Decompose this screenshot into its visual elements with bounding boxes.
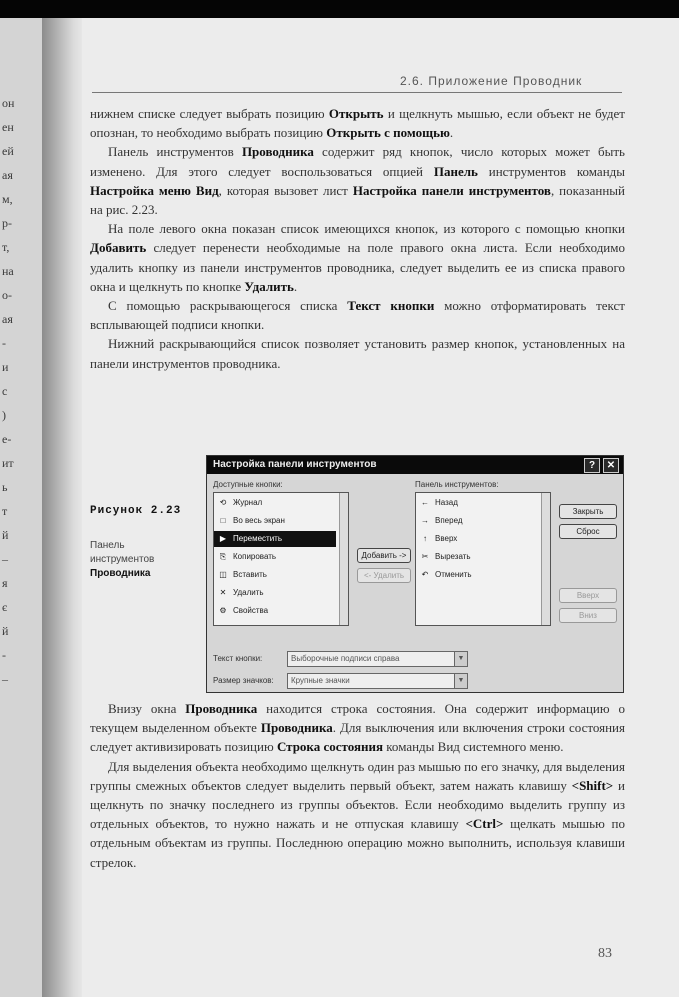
paragraph: Для выделения объекта необходимо щелкнуть один раз мышью по его значку, для выделения группы смежных объектов следует выделить первый объект, затем нажать клавишу <Shift> и щелкнуть по значку последнего из группы объектов. Если необходимо выделить группу из отдельных объектов, то нужно нажать и не отпуская клавишу <Ctrl> щелкать мышью по отдельным объектам из группы. Последнюю операцию можно выполнить, используя клавиши стрелок. bbox=[90, 758, 625, 870]
move-down-button[interactable]: Вниз bbox=[559, 608, 617, 623]
list-item[interactable] bbox=[216, 549, 276, 565]
toolbar-button-icon: → bbox=[421, 516, 429, 525]
facing-page-fragment: й bbox=[2, 624, 9, 638]
chevron-down-icon[interactable]: ▼ bbox=[454, 652, 467, 666]
list-item-label: Переместить bbox=[233, 534, 283, 543]
list-item-label: Во весь экран bbox=[233, 516, 285, 525]
close-dialog-button[interactable]: Закрыть bbox=[559, 504, 617, 519]
book-page bbox=[82, 18, 679, 997]
book-gutter bbox=[42, 18, 82, 997]
toolbar-button-icon: ← bbox=[421, 498, 429, 507]
text-options-select[interactable] bbox=[287, 651, 468, 667]
list-item-label: Удалить bbox=[233, 588, 264, 597]
list-item[interactable] bbox=[418, 567, 472, 583]
text-options-label: Текст кнопки: bbox=[213, 654, 263, 663]
facing-page-fragment: ен bbox=[2, 120, 14, 134]
toolbar-button-icon: ✂ bbox=[421, 552, 429, 561]
scrollbar[interactable] bbox=[541, 493, 550, 625]
scan-top-border bbox=[0, 0, 679, 18]
figure-caption-bold: Проводника bbox=[90, 568, 151, 579]
toolbar-button-icon: ↑ bbox=[423, 534, 427, 543]
facing-page-fragment: - bbox=[2, 336, 6, 350]
facing-page-fragment: он bbox=[2, 96, 15, 110]
header-rule bbox=[92, 92, 622, 93]
move-up-button[interactable]: Вверх bbox=[559, 588, 617, 603]
paragraph: Внизу окна Проводника находится строка состояния. Она содержит информацию о текущем выделенном объекте Проводника. Для выключения или включения строки состояния следует активизировать позицию Строка состояния команды Вид системного меню. bbox=[90, 701, 625, 755]
facing-page-fragment: и bbox=[2, 360, 9, 374]
list-item-label: Вверх bbox=[435, 534, 458, 543]
list-item[interactable] bbox=[418, 549, 471, 565]
facing-page-fragment: т, bbox=[2, 240, 10, 254]
list-item[interactable] bbox=[418, 513, 463, 529]
facing-page-fragment: я bbox=[2, 576, 8, 590]
facing-page-fragment: ь bbox=[2, 480, 8, 494]
list-item-label: Свойства bbox=[233, 606, 269, 615]
available-buttons-label: Доступные кнопки: bbox=[213, 480, 283, 489]
facing-page-fragment: с bbox=[2, 384, 8, 398]
list-item-label: Вперед bbox=[435, 516, 463, 525]
facing-page-fragment: т bbox=[2, 504, 8, 518]
paragraph: Панель инструментов Проводника содержит ряд кнопок, число которых может быть изменено. Для этого следует воспользоваться опцией Панель инструментов команды Настройка меню Вид, которая вызовет лист Настройка панели инструментов, показанный на рис. 2.23. bbox=[90, 144, 626, 218]
facing-page-fragment: – bbox=[2, 672, 8, 686]
facing-page-fragment: на bbox=[2, 264, 14, 278]
facing-page-fragment: е- bbox=[2, 432, 12, 446]
facing-page-fragment: є bbox=[2, 600, 8, 614]
facing-page-fragment: о- bbox=[2, 288, 12, 302]
list-item-label: Вставить bbox=[233, 570, 267, 579]
list-item-label: Копировать bbox=[233, 552, 277, 561]
close-icon[interactable]: ✕ bbox=[603, 458, 619, 473]
toolbar-button-icon: ⟲ bbox=[219, 498, 227, 507]
facing-page-fragment: - bbox=[2, 648, 6, 662]
facing-page-fragment: м, bbox=[2, 192, 13, 206]
facing-page-fragment: – bbox=[2, 552, 8, 566]
text-options-value: Выборочные подписи справа bbox=[291, 654, 400, 663]
list-item[interactable] bbox=[214, 531, 336, 547]
toolbar-buttons-list[interactable] bbox=[415, 492, 551, 626]
list-item[interactable] bbox=[216, 495, 262, 511]
paragraph: Нижний раскрывающийся список позволяет установить размер кнопок, установленных на панели инструментов проводника. bbox=[90, 336, 625, 371]
remove-button[interactable]: <- Удалить bbox=[357, 568, 411, 583]
list-item[interactable] bbox=[216, 603, 268, 619]
dialog-title: Настройка панели инструментов bbox=[213, 459, 377, 470]
body-text-bottom bbox=[90, 699, 625, 872]
toolbar-buttons-label: Панель инструментов: bbox=[415, 480, 499, 489]
list-item-label: Вырезать bbox=[435, 552, 471, 561]
list-item[interactable] bbox=[216, 567, 267, 583]
figure-label: Рисунок 2.23 bbox=[90, 505, 182, 517]
list-item-label: Отменить bbox=[435, 570, 472, 579]
icon-options-label: Размер значков: bbox=[213, 676, 274, 685]
scrollbar[interactable] bbox=[339, 493, 348, 625]
toolbar-button-icon: ▶ bbox=[219, 534, 227, 543]
dialog-titlebar bbox=[207, 456, 623, 474]
icon-options-value: Крупные значки bbox=[291, 676, 350, 685]
figure-caption-text: Панель инструментов bbox=[90, 540, 155, 565]
chevron-down-icon[interactable]: ▼ bbox=[454, 674, 467, 688]
customize-toolbar-dialog bbox=[206, 455, 624, 693]
available-buttons-list[interactable] bbox=[213, 492, 349, 626]
list-item-label: Журнал bbox=[233, 498, 263, 507]
reset-button[interactable]: Сброс bbox=[559, 524, 617, 539]
list-item[interactable] bbox=[216, 513, 285, 529]
help-button[interactable]: ? bbox=[584, 458, 600, 473]
add-button[interactable]: Добавить -> bbox=[357, 548, 411, 563]
list-item[interactable] bbox=[418, 531, 457, 547]
list-item[interactable] bbox=[418, 495, 458, 511]
facing-page-fragment: ) bbox=[2, 408, 6, 422]
body-text-top bbox=[90, 104, 625, 373]
paragraph: нижнем списке следует выбрать позицию Открыть и щелкнуть мышью, если объект не будет опознан, то необходимо выбрать позицию Открыть с помощью. bbox=[90, 106, 625, 141]
running-head: 2.6. Приложение Проводник bbox=[400, 74, 583, 88]
page-number: 83 bbox=[598, 946, 612, 961]
facing-page-fragment: р- bbox=[2, 216, 12, 230]
toolbar-button-icon: □ bbox=[220, 516, 226, 525]
toolbar-button-icon: ↶ bbox=[421, 570, 429, 579]
toolbar-button-icon: ◫ bbox=[219, 570, 227, 579]
facing-page-fragment: ит bbox=[2, 456, 14, 470]
toolbar-button-icon: ⎘ bbox=[219, 552, 227, 561]
facing-page-edge bbox=[0, 18, 42, 997]
list-item-label: Назад bbox=[435, 498, 458, 507]
toolbar-button-icon: ⚙ bbox=[219, 606, 227, 615]
facing-page-fragment: ая bbox=[2, 168, 13, 182]
facing-page-fragment: ая bbox=[2, 312, 13, 326]
figure-caption bbox=[90, 539, 190, 581]
list-item[interactable] bbox=[216, 585, 264, 601]
toolbar-button-icon: ✕ bbox=[219, 588, 227, 597]
facing-page-fragment: й bbox=[2, 528, 9, 542]
icon-options-select[interactable] bbox=[287, 673, 468, 689]
paragraph: С помощью раскрывающегося списка Текст кнопки можно отформатировать текст всплывающей подписи кнопки. bbox=[90, 298, 625, 333]
facing-page-fragment: ей bbox=[2, 144, 14, 158]
paragraph: На поле левого окна показан список имеющихся кнопок, из которого с помощью кнопки Добавить следует перенести необходимые на поле правого окна листа. Если необходимо удалить кнопку из панели инструментов проводника, следует выделить ее из списка правого окна и щелкнуть по кнопке Удалить. bbox=[90, 221, 625, 294]
